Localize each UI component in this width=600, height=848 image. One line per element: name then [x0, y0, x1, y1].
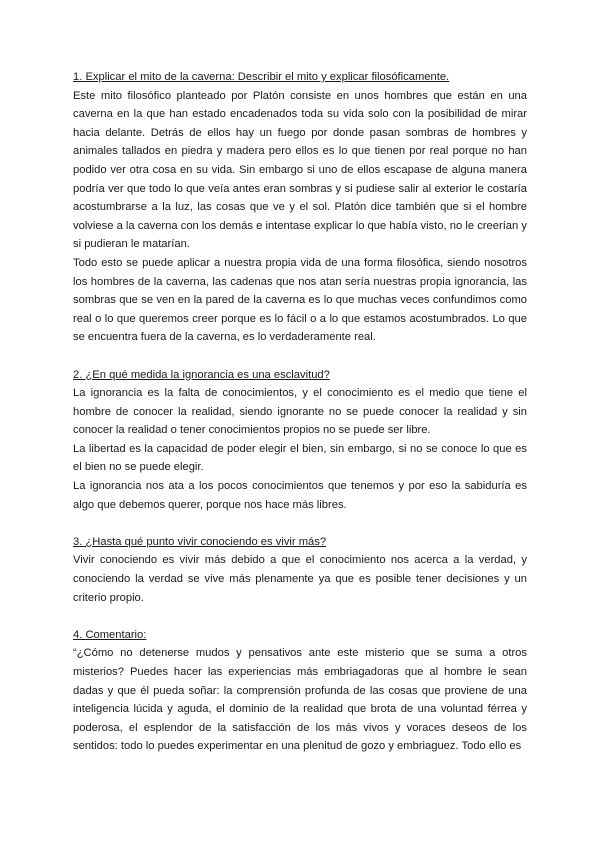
paragraph: “¿Cómo no detenerse mudos y pensativos ante este misterio que se suma a otros misterios? Puedes hacer las experiencias más embriagadoras que al hombre le sean dadas y que él pueda soñar: la comprensión profunda de las cosas que proviene de una inteligencia lúcida y aguda, el dominio de la realidad que brota de una voluntad férrea y poderosa, el esplendor de la satisfacción de los más vivos y voraces deseos de los sentidos: todo lo puedes experimentar en una plenitud de gozo y embriaguez. Todo ello es	[73, 647, 527, 753]
paragraph: La ignorancia es la falta de conocimientos, y el conocimiento es el medio que tiene el hombre de conocer la realidad, siendo ignorante no se puede conocer la realidad y sin conocer la realidad o tener conocimientos propios no se puede ser libre.	[73, 387, 527, 437]
paragraph: Todo esto se puede aplicar a nuestra propia vida de una forma filosófica, siendo nosotros los hombres de la caverna, las cadenas que nos atan sería nuestras propia ignorancia, las sombras que se ven en la pared de la caverna es lo que muchas veces confundimos como real o lo que queremos creer porque es lo fácil o a lo que estamos acostumbrados. Lo que se encuentra fuera de la caverna, es lo verdaderamente real.	[73, 256, 527, 344]
section-1	[73, 68, 527, 347]
section-3	[73, 533, 527, 607]
section-2	[73, 366, 527, 515]
paragraph: Este mito filosófico planteado por Platón consiste en unos hombres que están en una caverna en la que han estado encadenados toda su vida solo con la posibilidad de mirar hacia delante. Detrás de ellos hay un fuego por donde pasan sombras de hombres y animales tallados en piedra y madera pero ellos es lo que tienen por real porque no han podido ver otra cosa en su vida. Sin embargo si uno de ellos escapase de alguna manera podría ver que todo lo que veía antes eran sombras y si pudiese salir al exterior le costaría acostumbrarse a la luz, las cosas que ve y el sol. Platón dice también que si el hombre volviese a la caverna con los demás e intentase explicar lo que había visto, no le creerían y si pudieran le matarían.	[73, 89, 527, 251]
paragraph: La libertad es la capacidad de poder elegir el bien, sin embargo, si no se conoce lo que es el bien no se puede elegir.	[73, 442, 527, 474]
paragraph: Vivir conociendo es vivir más debido a que el conocimiento nos acerca a la verdad, y conociendo la verdad se vive más plenamente ya que es posible tener decisiones y un criterio propio.	[73, 554, 527, 604]
section-heading: 3. ¿Hasta qué punto vivir conociendo es vivir más?	[73, 535, 327, 548]
section-heading: 1. Explicar el mito de la caverna: Describir el mito y explicar filosóficamente.	[73, 71, 450, 83]
section-heading: 4. Comentario:	[73, 628, 147, 641]
section-4	[73, 626, 527, 756]
paragraph: La ignorancia nos ata a los pocos conocimientos que tenemos y por eso la sabiduría es algo que debemos querer, porque nos hace más libres.	[73, 480, 527, 511]
document-page	[73, 68, 527, 775]
section-heading: 2. ¿En qué medida la ignorancia es una esclavitud?	[73, 368, 330, 381]
